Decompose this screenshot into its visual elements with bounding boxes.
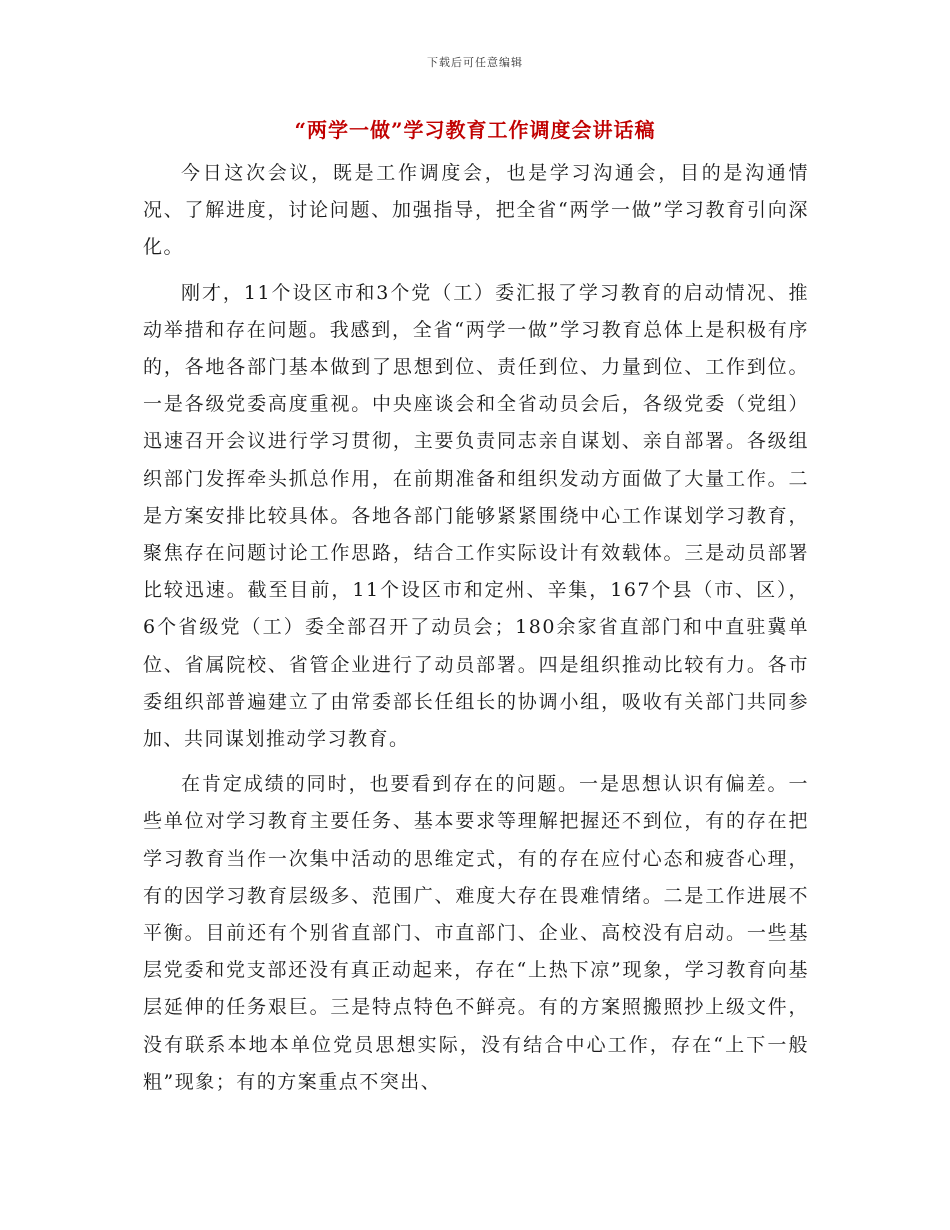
paragraph-1: 今日这次会议，既是工作调度会，也是学习沟通会，目的是沟通情况、了解进度，讨论问题、加强指导，把全省“两学一做”学习教育引向深化。 [143,162,809,259]
paragraph-3: 在肯定成绩的同时，也要看到存在的问题。一是思想认识有偏差。一些单位对学习教育主要任务、基本要求等理解把握还不到位，有的存在把学习教育当作一次集中活动的思维定式，有的存在应付心态和疲沓心理，有的因学习教育层级多、范围广、难度大存在畏难情绪。二是工作进展不平衡。目前还有个别省直部门、市直部门、企业、高校没有启动。一些基层党委和党支部还没有真正动起来，存在“上热下凉”现象，学习教育向基层延伸的任务艰巨。三是特点特色不鲜亮。有的方案照搬照抄上级文件，没有联系本地本单位党员思想实际，没有结合中心工作，存在“上下一般粗”现象；有的方案重点不突出、 [143,773,809,1093]
paragraph-2: 刚才，11个设区市和3个党（工）委汇报了学习教育的启动情况、推动举措和存在问题。我感到，全省“两学一做”学习教育总体上是积极有序的，各地各部门基本做到了思想到位、责任到位、力量到位、工作到位。一是各级党委高度重视。中央座谈会和全省动员会后，各级党委（党组）迅速召开会议进行学习贯彻，主要负责同志亲自谋划、亲自部署。各级组织部门发挥牵头抓总作用，在前期准备和组织发动方面做了大量工作。二是方案安排比较具体。各地各部门能够紧紧围绕中心工作谋划学习教育，聚焦存在问题讨论工作思路，结合工作实际设计有效载体。三是动员部署比较迅速。截至目前，11个设区市和定州、辛集，167个县（市、区），6个省级党（工）委全部召开了动员会；180余家省直部门和中直驻冀单位、省属院校、省管企业进行了动员部署。四是组织推动比较有力。各市委组织部普遍建立了由常委部长任组长的协调小组，吸收有关部门共同参加、共同谋划推动学习教育。 [143,281,809,751]
document-title: “两学一做”学习教育工作调度会讲话稿 [294,118,656,142]
header-note: 下载后可任意编辑 [427,56,523,69]
document-body [143,155,809,1101]
